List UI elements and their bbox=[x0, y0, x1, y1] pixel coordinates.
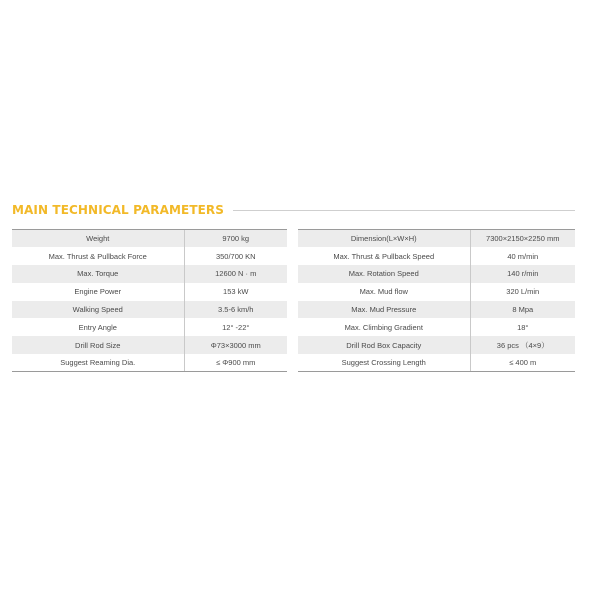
parameter-value: 12600 N · m bbox=[184, 265, 287, 283]
table-row bbox=[298, 301, 575, 319]
table-row bbox=[298, 318, 575, 336]
table-row bbox=[12, 230, 287, 248]
section-header bbox=[12, 202, 575, 218]
parameter-value: 7300×2150×2250 mm bbox=[470, 230, 575, 248]
parameter-value: 9700 kg bbox=[184, 230, 287, 248]
parameter-label: Suggest Reaming Dia. bbox=[12, 354, 184, 372]
parameter-value: 320 L/min bbox=[470, 283, 575, 301]
table-row bbox=[12, 354, 287, 372]
parameter-label: Dimension(L×W×H) bbox=[298, 230, 470, 248]
parameter-value: 8 Mpa bbox=[470, 301, 575, 319]
table-row bbox=[298, 283, 575, 301]
parameter-value: 40 m/min bbox=[470, 247, 575, 265]
parameter-value: 12° -22° bbox=[184, 318, 287, 336]
parameter-label: Max. Mud flow bbox=[359, 287, 408, 297]
section-title: MAIN TECHNICAL PARAMETERS bbox=[12, 203, 224, 217]
parameter-label: Max. Torque bbox=[77, 269, 119, 279]
parameter-label: Drill Rod Box Capacity bbox=[346, 340, 422, 350]
parameter-label: Suggest Crossing Length bbox=[298, 354, 470, 372]
table-row bbox=[298, 354, 575, 372]
parameter-label: Max. Mud Pressure bbox=[351, 305, 417, 315]
parameter-value: ≤ Φ900 mm bbox=[184, 354, 287, 372]
parameter-value: Φ73×3000 mm bbox=[184, 336, 287, 354]
table-row bbox=[298, 336, 575, 354]
parameter-value: 18° bbox=[470, 318, 575, 336]
parameter-label: Max. Thrust & Pullback Speed bbox=[333, 251, 435, 261]
table-row bbox=[12, 283, 287, 301]
parameter-label: Max. Thrust & Pullback Force bbox=[48, 251, 147, 261]
parameter-value: ≤ 400 m bbox=[470, 354, 575, 372]
section-divider bbox=[233, 210, 575, 211]
parameters-table-right bbox=[298, 229, 575, 372]
table-row bbox=[12, 265, 287, 283]
table-row bbox=[12, 301, 287, 319]
parameter-value: 3.5-6 km/h bbox=[184, 301, 287, 319]
parameter-label: Engine Power bbox=[74, 287, 122, 297]
table-row bbox=[298, 265, 575, 283]
table-row bbox=[12, 336, 287, 354]
parameter-label: Max. Rotation Speed bbox=[348, 269, 419, 279]
table-row bbox=[12, 247, 287, 265]
table-row bbox=[298, 230, 575, 248]
table-row bbox=[298, 247, 575, 265]
parameter-value: 153 kW bbox=[184, 283, 287, 301]
parameter-label: Max. Climbing Gradient bbox=[344, 322, 423, 332]
parameters-table-left bbox=[12, 229, 287, 372]
parameter-label: Drill Rod Size bbox=[75, 340, 121, 350]
parameter-value: 140 r/min bbox=[470, 265, 575, 283]
parameter-label: Entry Angle bbox=[78, 322, 117, 332]
table-row bbox=[12, 318, 287, 336]
parameter-label: Walking Speed bbox=[72, 305, 123, 315]
parameter-value: 36 pcs （4×9） bbox=[470, 336, 575, 354]
parameter-label: Weight bbox=[12, 230, 184, 248]
parameter-value: 350/700 KN bbox=[184, 247, 287, 265]
